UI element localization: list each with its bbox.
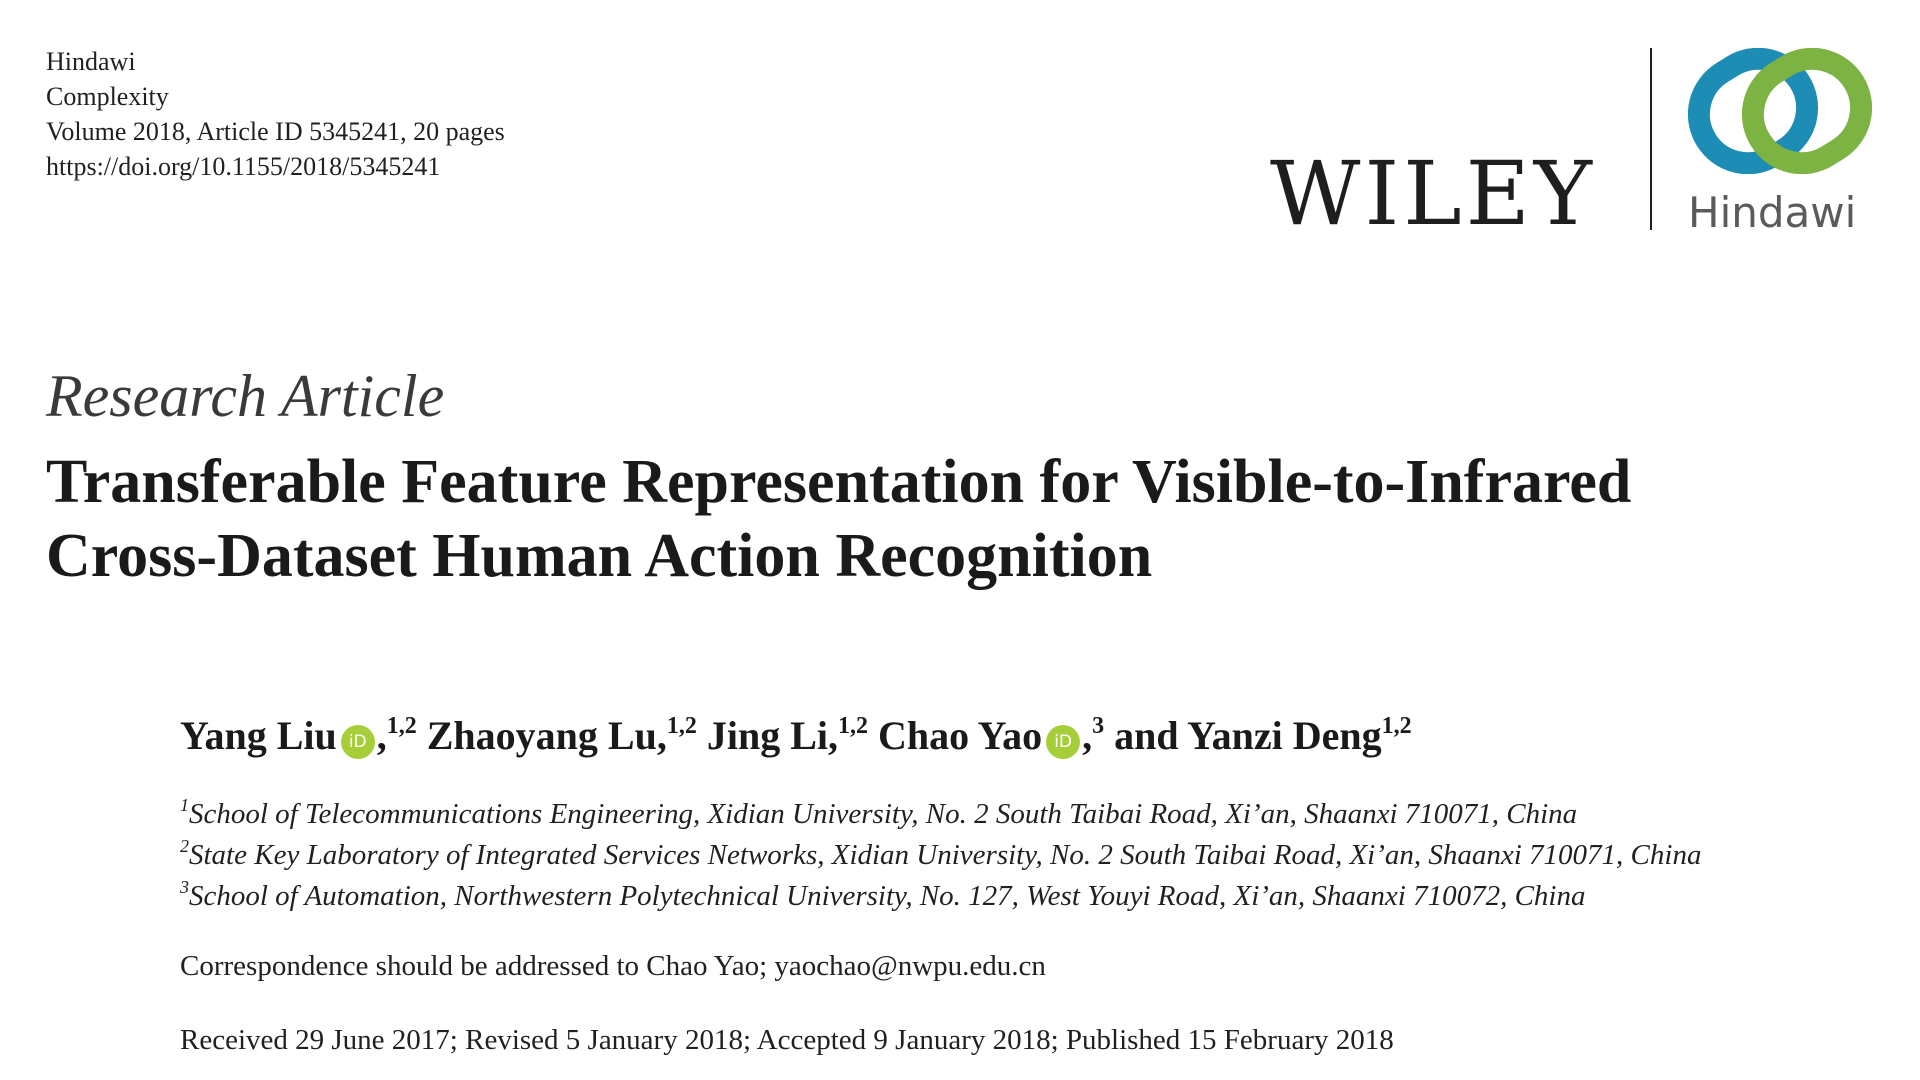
journal-publisher: Hindawi (46, 47, 136, 76)
journal-doi-link[interactable]: https://doi.org/10.1155/2018/5345241 (46, 152, 441, 181)
author-affiliation: 3 (1092, 713, 1105, 739)
wiley-logo: WILEY (1270, 142, 1596, 245)
article-title (46, 445, 1826, 593)
author-name: and Yanzi Deng (1114, 713, 1382, 758)
journal-meta (46, 44, 505, 184)
author-affiliation: 1,2 (1381, 713, 1412, 739)
affiliation: $^2$State Key Laboratory of Integrated Services Networks, Xidian University, No. 2 South Taibai Road, Xi’an, Shaanxi 710071, China (180, 836, 1702, 871)
author-affiliation: 1,2 (666, 713, 697, 739)
author-list: Yang Liu iD ,$^{1,2}$ Zhaoyang Lu,$^{1,2}$ Jing Li,$^{1,2}$ Chao Yao iD ,$^3$ and Yanzi Deng$^{1,2}$ (180, 713, 1412, 758)
author-name: Zhaoyang Lu (426, 713, 657, 758)
affiliation: $^3$School of Automation, Northwestern Polytechnical University, No. 127, West Youyi Road, Xi’an, Shaanxi 710072, China (180, 877, 1586, 912)
logo-divider (1650, 48, 1652, 230)
author-name: Chao Yao (878, 713, 1043, 758)
journal-name: Complexity (46, 82, 169, 111)
journal-volume: Volume 2018, Article ID 5345241, 20 pages (46, 117, 505, 146)
article-title-line: Cross-Dataset Human Action Recognition (46, 522, 1153, 590)
publication-dates: Received 29 June 2017; Revised 5 January 2018; Accepted 9 January 2018; Published 15 February 2018 (180, 1024, 1394, 1056)
correspondence: Correspondence should be addressed to Chao Yao; yaochao@nwpu.edu.cn (180, 950, 1046, 982)
orcid-icon[interactable]: iD (341, 725, 375, 759)
author-affiliation: 1,2 (838, 713, 869, 739)
article-title-line: Transferable Feature Representation for Visible-to-Infrared (46, 448, 1632, 516)
hindawi-logo-text: Hindawi (1688, 188, 1857, 237)
article-type: Research Article (46, 363, 445, 429)
hindawi-logo-icon (1688, 48, 1872, 174)
affiliation-list (180, 794, 1701, 917)
orcid-icon[interactable]: iD (1046, 725, 1080, 759)
author-affiliation: 1,2 (386, 713, 417, 739)
author-name: Jing Li (706, 713, 829, 758)
publisher-logos (1270, 48, 1880, 245)
affiliation: $^1$School of Telecommunications Engineering, Xidian University, No. 2 South Taibai Road, Xi’an, Shaanxi 710071, China (180, 795, 1578, 830)
author-name: Yang Liu (180, 713, 337, 758)
